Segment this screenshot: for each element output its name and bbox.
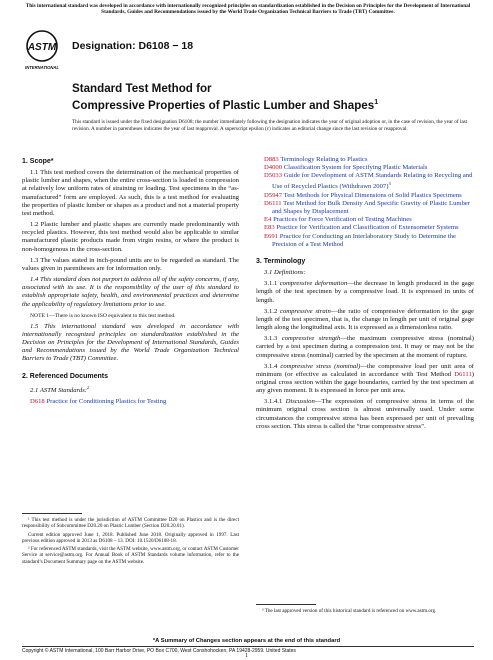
paragraph-1-5: 1.5 This international standard was developed in accordance with internationally recognized principles on standardization established in the Decision on Principles for the Development of International Standards, Guides and Recommendations issued by the World Trade Organization Technical Barriers to Trade (TBT) Committee. [22,322,239,363]
ref-e83[interactable]: E83 Practice for Verification and Classification of Extensometer Systems [264,224,459,232]
logo-text: ASTM [27,42,57,53]
paragraph-1-2: 1.2 Plastic lumber and plastic shapes are currently made predominantly with recycled plastics. However, this test method would also be applicable to similar manufactured plastic products made from virgin resins, or where the product is non-homogenous in the cross-section. [22,221,239,253]
designation: Designation: D6108 − 18 [72,40,194,52]
definition-3-1-4: 3.1.4 compressive stress (nominal)—the compressive load per unit area of minimum (or effective as calculated in accordance with Test Method D6111) original cross section within the gage boundaries, carried by the test specimen at any given moment. It is expressed in force per unit area. [256,362,474,395]
issued-statement: This standard is issued under the fixed designation D6108; the number immediately following the designation indicates the year of original adoption or, in the case of revision, the year of last revision. A number in parentheses indicates the year of last reapproval. A superscript epsilon (ε) indicates an editorial change since the last revision or reapproval. [72,119,468,132]
note-1: NOTE 1—There is no known ISO equivalent to this test method. [30,312,176,319]
summary-of-changes-note: *A Summary of Changes section appears at the end of this standard [152,638,341,644]
ref-d618[interactable]: D618 Practice for Conditioning Plastics for Testing [30,398,167,406]
astm-logo-icon [22,28,62,72]
definition-3-1-1: 3.1.1 compressive deformation—the decrease in length produced in the gage length of the test specimen by a compressive load. It is expressed in units of length. [256,280,474,304]
footnote-divider-right [256,604,316,605]
page-number: 1 [245,653,248,659]
footnote-2: ² For referenced ASTM standards, visit the ASTM website, www.astm.org, or contact ASTM Customer Service at service@astm.org. For Annual Book of ASTM Standards volume information, refer to the standard’s Document Summary page on the ASTM website. [22,546,239,565]
ref-e691[interactable]: E691 Practice for Conducting an Interlaboratory Study to Determine the Precision of a Test Method [264,232,456,248]
discussion-3-1-4-1: 3.1.4.1 Discussion—The expression of compressive stress in terms of the minimum original cross section is almost universally used. Under some circumstances the compressive stress has been expressed per unit of prevailing cross section. This stress is called the “true compressive stress”. [256,398,474,430]
definitions-subheading: 3.1 Definitions: [264,269,306,277]
paragraph-1-1: 1.1 This test method covers the determination of the mechanical properties of plastic lumber and shapes, when the entire cross-section is loaded in compression at relatively low uniform rates of straining or loading. Test specimens in the “as-manufactured” form are employed. As such, this is a test method for evaluating the properties of plastic lumber or shapes as a product and not a material property test method. [22,169,239,217]
section-heading-scope: 1. Scope* [22,158,54,165]
title-line-1: Standard Test Method for [72,82,212,95]
ref-d5033[interactable]: D5033 Guide for Development of ASTM Standards Relating to Recycling and Use of Recycled Plastics (Withdrawn 2007)$^3$ [264,172,473,191]
section-heading-terminology: 3. Terminology [256,257,306,265]
definition-3-1-2: 3.1.2 compressive strain—the ratio of compressive deformation to the gage length of the test specimen, that is, the change in length per unit of original gage length along the longitudinal axis. It is expressed as a dimensionless ratio. [256,307,474,332]
footnote-3: ³ The last approved version of this historical standard is referenced on www.astm.org. [262,608,437,614]
ref-d4000[interactable]: D4000 Classification System for Specifying Plastic Materials [264,164,428,172]
astm-standards-subheading: 2.1 ASTM Standards:$^2$ [30,384,90,394]
ref-link-d6111[interactable]: D6111 [454,370,472,378]
logo-subtext: INTERNATIONAL [25,65,59,70]
footnote-1-edition: Current edition approved June 1, 2018. Published June 2018. Originally approved in 1997. Last previous edition approved in 2013 as D6108 – 13. DOI: 10.1520/D6108-18. [22,531,239,544]
ref-d883[interactable]: D883 Terminology Relating to Plastics [264,156,368,163]
left-column [22,156,239,406]
paragraph-1-4: 1.4 This standard does not purport to address all of the safety concerns, if any, associated with its use. It is the responsibility of the user of this standard to establish appropriate safety, health, and environmental practices and determine the applicability of regulatory limitations prior to use. [22,276,239,308]
right-column [256,156,474,434]
footnotes-right [256,596,474,616]
footnote-1: ¹ This test method is under the jurisdiction of ASTM Committee D20 on Plastics and is the direct responsibility of Subcommittee D20.20 on Plastic Lumber (Section D20.20.01). [22,517,239,530]
ref-d6111[interactable]: D6111 Test Method for Bulk Density And Specific Gravity of Plastic Lumber and Shapes by Displacement [264,200,471,216]
copyright-line: Copyright © ASTM International, 100 Barr Harbor Drive, PO Box C700, West Conshohocken, PA 19428-2959. United States [22,646,474,654]
ref-e4[interactable]: E4 Practices for Force Verification of Testing Machines [264,216,412,224]
footnote-divider [22,513,82,514]
tbt-notice: This international standard was developed in accordance with internationally recognized principles on standardization established in the Decision on Principles for the Development of International Standards, Guides and Recommendations issued by the World Trade Organization Technical Barriers to Trade (TBT) Committee. [25,3,471,16]
document-title [72,82,472,112]
ref-d5947[interactable]: D5947 Test Methods for Physical Dimensions of Solid Plastics Specimens [264,191,462,199]
section-heading-referenced-documents: 2. Referenced Documents [22,372,108,380]
footnotes-left [22,505,239,567]
definition-3-1-3: 3.1.3 compressive strength—the maximum compressive stress (nominal) carried by a test specimen during a compression test. It may or may not be the compressive stress (nominal) carried by the specimen at the moment of rupture. [256,335,474,359]
paragraph-1-3: 1.3 The values stated in inch-pound units are to be regarded as standard. The values given in parentheses are for information only. [22,256,239,272]
title-line-2: Compressive Properties of Plastic Lumber and Shapes$^1$ [72,98,379,112]
title-footnote-mark: 1 [374,98,379,106]
